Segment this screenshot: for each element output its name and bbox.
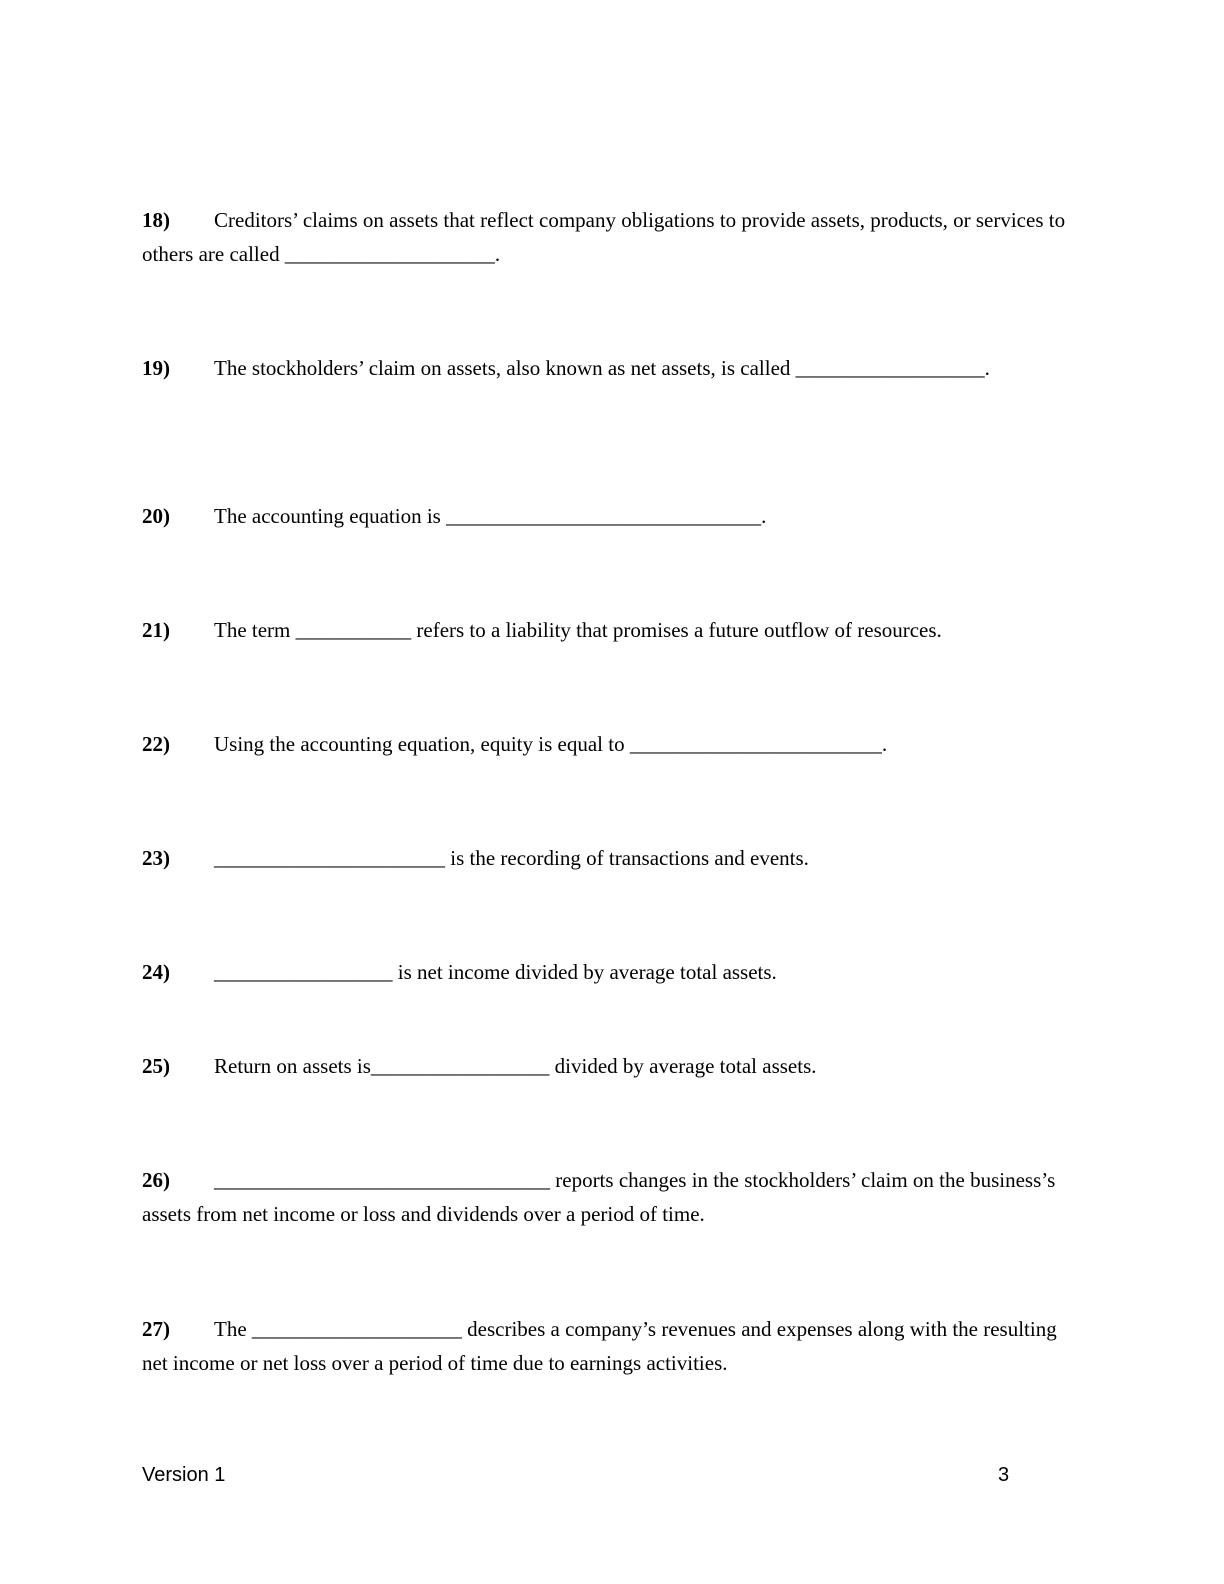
- question-text: Using the accounting equation, equity is equal to ________________________.: [214, 732, 888, 756]
- question-23: [142, 841, 1082, 875]
- question-number: 22): [142, 732, 170, 756]
- question-text: The term ___________ refers to a liability that promises a future outflow of resources.: [214, 618, 942, 642]
- question-number: 26): [142, 1168, 170, 1192]
- question-24: [142, 955, 1082, 989]
- question-text: ______________________ is the recording of transactions and events.: [214, 846, 809, 870]
- question-text: ________________________________ reports changes in the stockholders’ claim on the business’s assets from net income or loss and dividends over a period of time.: [142, 1168, 1056, 1226]
- question-25: [142, 1049, 1082, 1083]
- question-22: [142, 727, 1082, 761]
- question-number: 23): [142, 846, 170, 870]
- question-text: Creditors’ claims on assets that reflect company obligations to provide assets, products, or services to others are called ____________________.: [142, 208, 1066, 266]
- question-text: The accounting equation is ______________________________.: [214, 504, 767, 528]
- question-21: [142, 613, 1082, 647]
- question-19: [142, 351, 1082, 385]
- question-27: [142, 1312, 1082, 1380]
- question-number: 20): [142, 504, 170, 528]
- question-number: 21): [142, 618, 170, 642]
- question-text: The ____________________ describes a company’s revenues and expenses along with the resulting net income or net loss over a period of time due to earnings activities.: [142, 1317, 1057, 1375]
- question-text: _________________ is net income divided by average total assets.: [214, 960, 777, 984]
- question-number: 25): [142, 1054, 170, 1078]
- question-text: The stockholders’ claim on assets, also known as net assets, is called __________________.: [214, 356, 990, 380]
- question-number: 27): [142, 1317, 170, 1341]
- question-26: [142, 1163, 1082, 1231]
- question-number: 18): [142, 208, 170, 232]
- footer-version: Version 1: [142, 1464, 226, 1486]
- question-number: 19): [142, 356, 170, 380]
- question-text: Return on assets is_________________ divided by average total assets.: [214, 1054, 817, 1078]
- question-20: [142, 499, 1082, 533]
- question-number: 24): [142, 960, 170, 984]
- question-18: [142, 203, 1082, 271]
- footer-page-number: 3: [998, 1464, 1010, 1486]
